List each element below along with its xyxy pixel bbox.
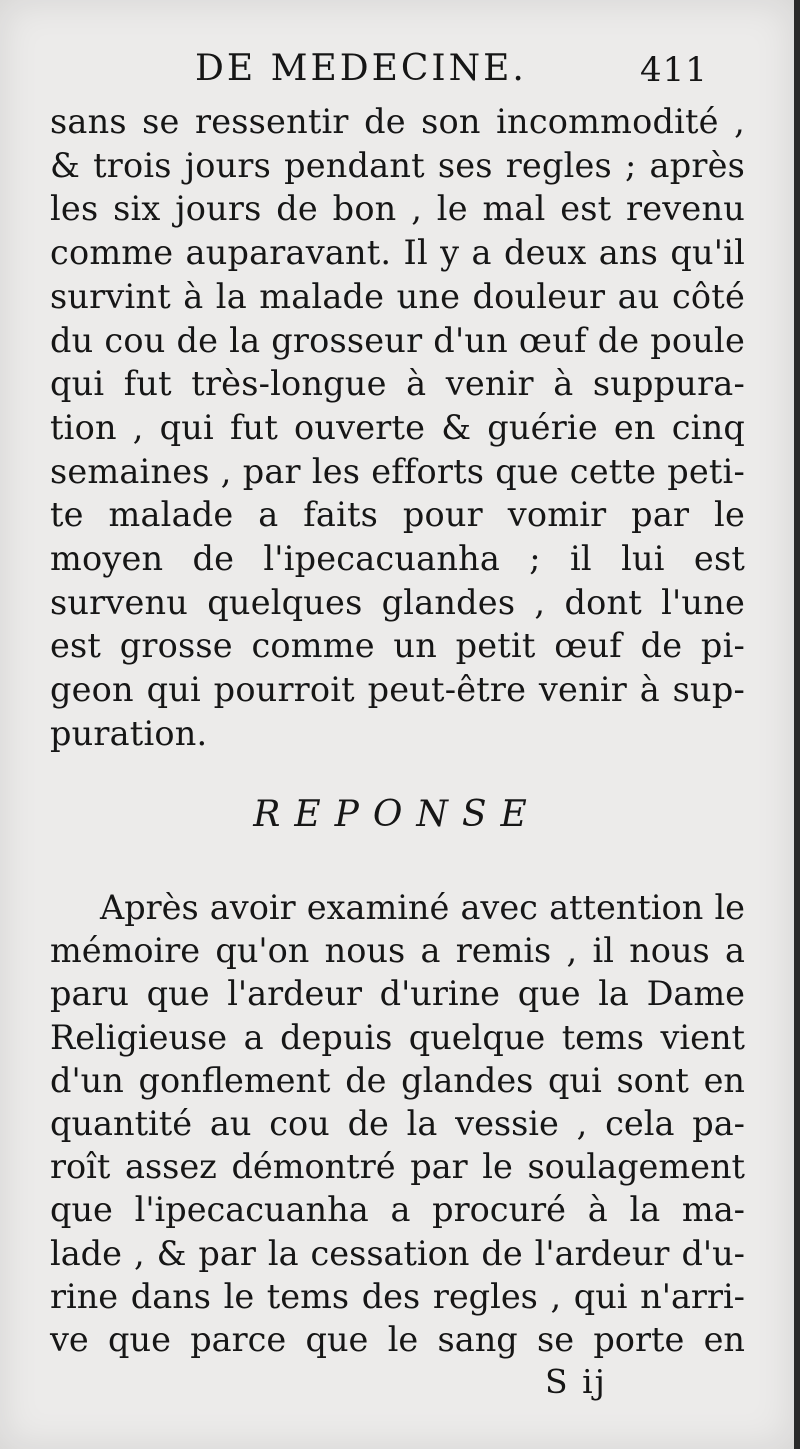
- text-line: moyen de l'ipecacuanha ; il lui est: [50, 539, 745, 579]
- text-line: les six jours de bon , le mal est revenu: [50, 189, 745, 229]
- text-line: & trois jours pendant ses regles ; après: [50, 145, 745, 185]
- text-line: roît assez démontré par le soulagement: [50, 1147, 745, 1187]
- text-line: ve que parce que le sang se porte en: [50, 1320, 745, 1360]
- text-line: paru que l'ardeur d'urine que la Dame: [50, 974, 745, 1014]
- text-line: te malade a faits pour vomir par le: [50, 495, 745, 535]
- text-line: mémoire qu'on nous a remis , il nous a: [50, 931, 745, 971]
- text-line: quantité au cou de la vessie , cela pa-: [50, 1104, 745, 1144]
- running-head-title: DE MEDECINE.: [195, 48, 527, 89]
- text-line: semaines , par les efforts que cette peti-: [50, 451, 745, 491]
- section-heading: REPONSE: [253, 794, 541, 835]
- text-line: qui fut très-longue à venir à suppura-: [50, 364, 745, 404]
- running-head: [0, 48, 794, 92]
- text-line: comme auparavant. Il y a deux ans qu'il: [50, 233, 745, 273]
- text-line: que l'ipecacuanha a procuré à la ma-: [50, 1190, 745, 1230]
- text-line: d'un gonflement de glandes qui sont en: [50, 1060, 745, 1100]
- text-line: survint à la malade une douleur au côté: [50, 276, 745, 316]
- paragraph-reponse: [50, 886, 745, 1361]
- text-line: Après avoir examiné avec attention le: [100, 888, 745, 927]
- paragraph-continuation: [50, 100, 745, 756]
- text-line: survenu quelques glandes , dont l'une: [50, 582, 745, 622]
- text-line: tion , qui fut ouverte & guérie en cinq: [50, 407, 745, 447]
- text-line: du cou de la grosseur d'un œuf de poule: [50, 320, 745, 360]
- text-line: est grosse comme un petit œuf de pi-: [50, 626, 745, 666]
- text-line: puration.: [50, 713, 208, 753]
- page-number: 411: [640, 50, 708, 90]
- page-edge: [794, 0, 800, 1449]
- text-line: rine dans le tems des regles , qui n'arri-: [50, 1276, 745, 1316]
- text-line: geon qui pourroit peut-être venir à sup-: [50, 670, 745, 710]
- text-line: lade , & par la cessation de l'ardeur d'u-: [50, 1233, 745, 1273]
- text-line: Religieuse a depuis quelque tems vient: [50, 1017, 745, 1057]
- signature-mark: S ij: [545, 1362, 607, 1401]
- text-line: sans se ressentir de son incommodité ,: [50, 102, 745, 141]
